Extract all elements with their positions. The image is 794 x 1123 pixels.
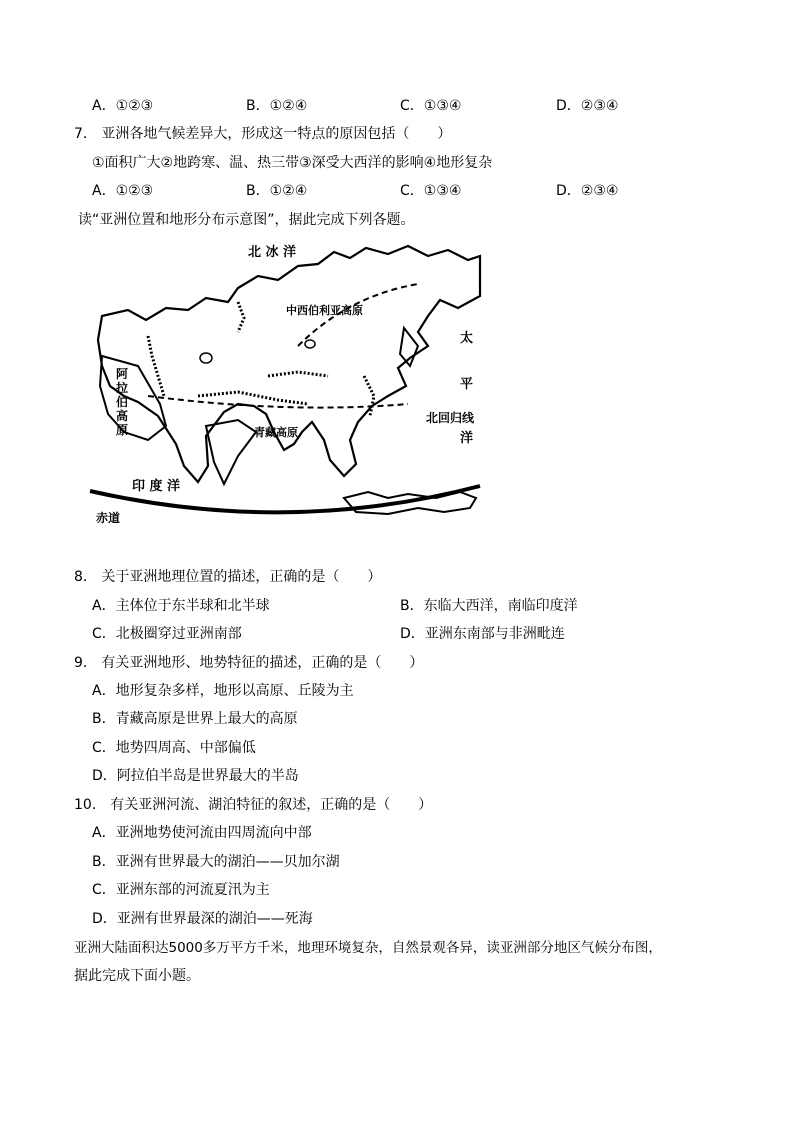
tropic-line [148, 396, 408, 408]
mountain-range [268, 372, 328, 376]
india-outline [206, 420, 256, 484]
label-arabia-1: 阿 [116, 367, 129, 381]
option-c[interactable]: C．①③④ [400, 98, 462, 114]
label-indian-ocean: 印 度 洋 [132, 479, 181, 494]
asia-map [88, 236, 482, 554]
q8-option-a[interactable]: A．主体位于东半球和北半球 [92, 598, 270, 614]
option-a[interactable]: A．①②③ [92, 98, 154, 114]
mountain-range [198, 392, 308, 404]
map-intro: 读“亚洲位置和地形分布示意图”，据此完成下列各题。 [78, 212, 415, 228]
lake [305, 340, 315, 348]
climate-intro-line2: 据此完成下面小题。 [74, 968, 200, 984]
q10-option-a[interactable]: A．亚洲地势使河流由四周流向中部 [92, 825, 312, 841]
label-tropic-of-cancer: 北回归线 [426, 411, 475, 425]
label-arabia-3: 伯 [116, 395, 129, 409]
q7-option-a[interactable]: A．①②③ [92, 183, 154, 199]
q7-option-c[interactable]: C．①③④ [400, 183, 462, 199]
q10-option-d[interactable]: D．亚洲有世界最深的湖泊——死海 [92, 911, 313, 927]
q9-option-c[interactable]: C．地势四周高、中部偏低 [92, 740, 256, 756]
label-pacific-3: 洋 [460, 431, 474, 446]
q7-stem: 7． 亚洲各地气候差异大，形成这一特点的原因包括（ ） [74, 126, 452, 142]
q10-option-b[interactable]: B．亚洲有世界最大的湖泊——贝加尔湖 [92, 854, 340, 870]
japan-outline [400, 328, 418, 366]
q9-option-d[interactable]: D．阿拉伯半岛是世界最大的半岛 [92, 768, 299, 784]
q8-option-b[interactable]: B．东临大西洋，南临印度洋 [400, 598, 578, 614]
q7-option-b[interactable]: B．①②④ [246, 183, 308, 199]
q8-stem: 8． 关于亚洲地理位置的描述，正确的是（ ） [74, 569, 382, 585]
lake [200, 353, 212, 363]
q9-stem: 9． 有关亚洲地形、地势特征的描述，正确的是（ ） [74, 655, 424, 671]
label-pacific-2: 平 [460, 377, 474, 392]
q9-option-b[interactable]: B．青藏高原是世界上最大的高原 [92, 711, 298, 727]
option-d[interactable]: D．②③④ [556, 98, 619, 114]
q7-items: ①面积广大②地跨寒、温、热三带③深受大西洋的影响④地形复杂 [92, 155, 493, 171]
q10-option-c[interactable]: C．亚洲东部的河流夏汛为主 [92, 882, 270, 898]
label-central-siberian-plateau: 中西伯利亚高原 [286, 304, 363, 317]
climate-intro-line1: 亚洲大陆面积达5000多万平方千米，地理环境复杂，自然景观各异，读亚洲部分地区气候分布图， [74, 940, 662, 956]
q9-option-a[interactable]: A．地形复杂多样，地形以高原、丘陵为主 [92, 683, 354, 699]
q8-option-c[interactable]: C．北极圈穿过亚洲南部 [92, 626, 242, 642]
label-equator: 赤道 [96, 511, 121, 525]
q7-option-d[interactable]: D．②③④ [556, 183, 619, 199]
label-arabia-5: 原 [116, 423, 129, 437]
label-arabia-4: 高 [116, 409, 129, 423]
label-tibetan-plateau: 青藏高原 [254, 426, 298, 439]
q10-stem: 10． 有关亚洲河流、湖泊特征的叙述，正确的是（ ） [74, 797, 433, 813]
q8-option-d[interactable]: D．亚洲东南部与非洲毗连 [400, 626, 565, 642]
label-arctic-ocean: 北 冰 洋 [248, 245, 297, 260]
label-pacific-1: 太 [460, 331, 474, 346]
mountain-range [238, 302, 244, 332]
option-b[interactable]: B．①②④ [246, 98, 308, 114]
label-arabia-2: 拉 [116, 381, 129, 395]
